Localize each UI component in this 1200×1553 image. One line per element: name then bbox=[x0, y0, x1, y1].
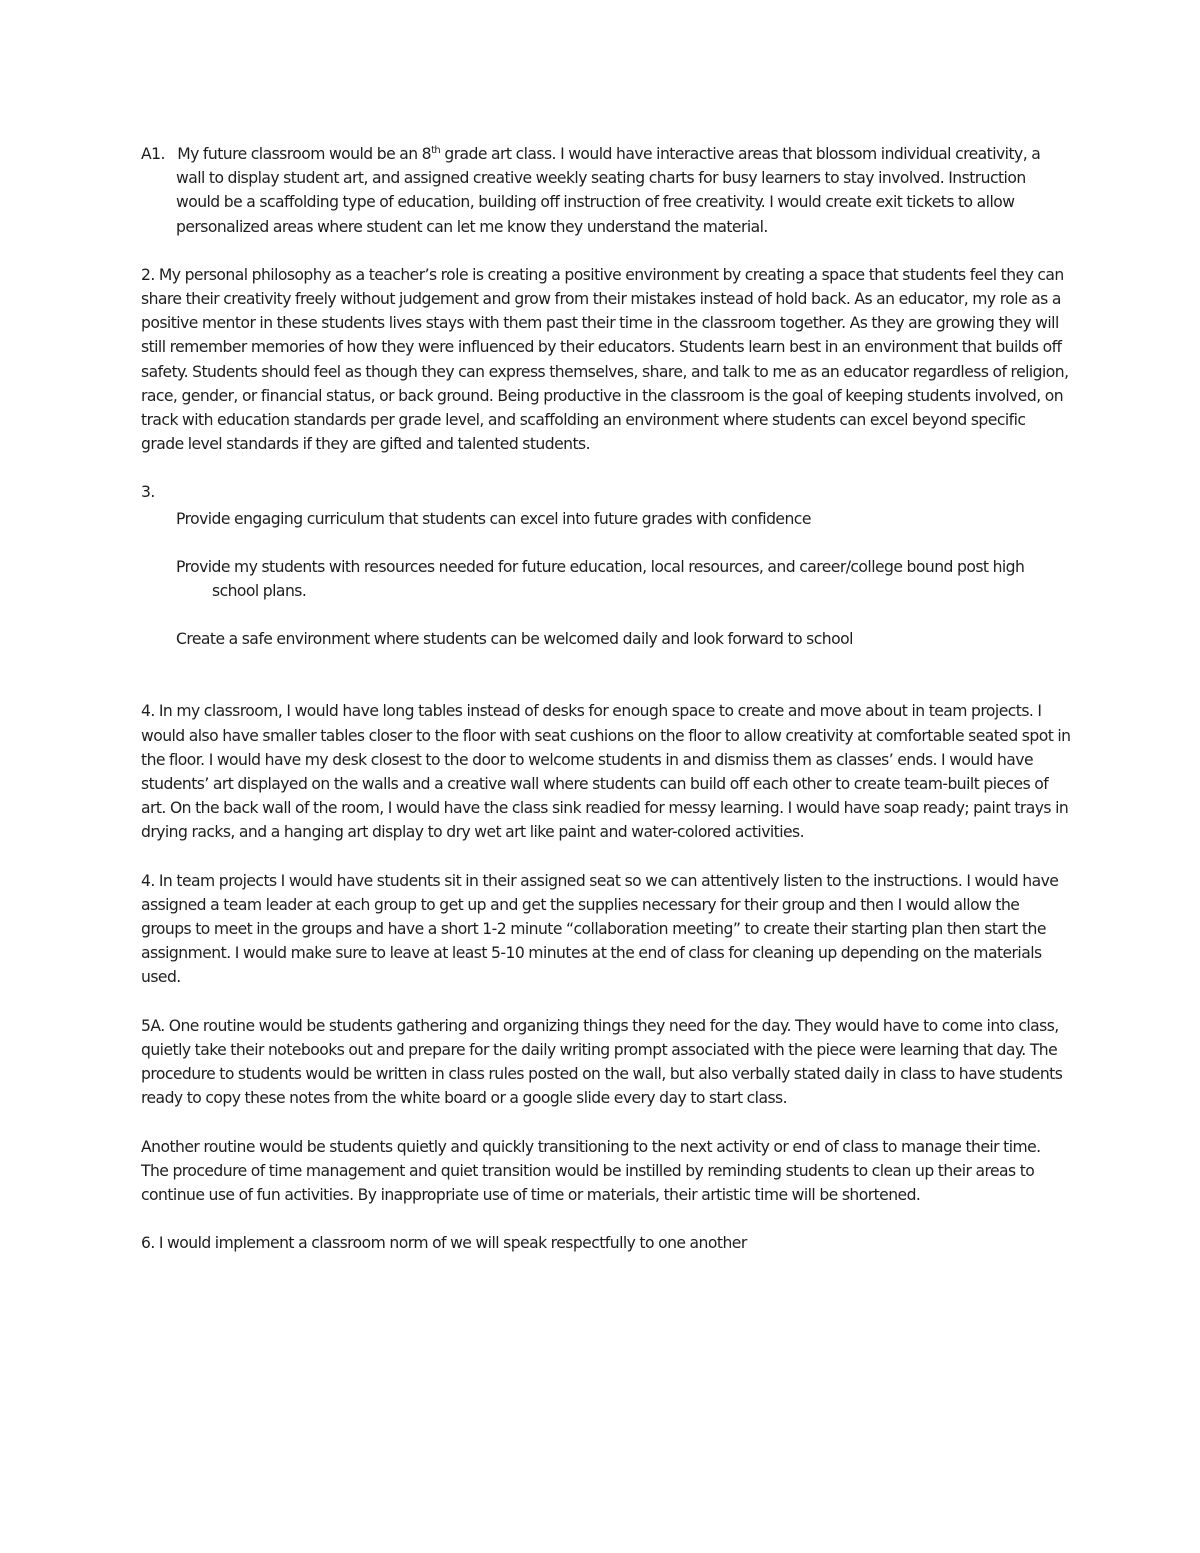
list-item: Create a safe environment where students can be welcomed daily and look forward to school bbox=[176, 630, 853, 649]
paragraph-6: 6. I would implement a classroom norm of we will speak respectfully to one another bbox=[141, 1234, 747, 1253]
superscript-ordinal: th bbox=[431, 144, 441, 156]
paragraph-5b: Another routine would be students quietly and quickly transitioning to the next activity or end of class to manage their time. The procedure of time management and quiet transition would be instilled by reminding students to clean up their areas to continue use of fun activities. By inappropriate use of time or materials, their artistic time will be shortened. bbox=[141, 1137, 1041, 1204]
paragraph-3-label: 3. bbox=[141, 483, 155, 502]
list-item: Provide my students with resources needed for future education, local resources, and career/college bound post high school plans. bbox=[176, 557, 1025, 601]
paragraph-2: 2. My personal philosophy as a teacher’s role is creating a positive environment by creating a space that students feel they can share their creativity freely without judgement and grow from their mistakes instead of hold back. As an educator, my role as a positive mentor in these students lives stays with them past their time in the classroom together. As they are growing they will still remember memories of how they were influenced by their educators. Students learn best in an environment that builds off safety. Students should feel as though they can express themselves, share, and talk to me as an educator regardless of religion, race, gender, or financial status, or back ground. Being productive in the classroom is the goal of keeping students involved, on track with education standards per grade level, and scaffolding an environment where students can excel beyond specific grade level standards if they are gifted and talented students. bbox=[141, 265, 1069, 454]
paragraph-5a: 5A. One routine would be students gathering and organizing things they need for the day. They would have to come into class, quietly take their notebooks out and prepare for the daily writing prompt associated with the piece were learning that day. The procedure to students would be written in class rules posted on the wall, but also verbally stated daily in class to have students ready to copy these notes from the white board or a google slide every day to start class. bbox=[141, 1016, 1063, 1108]
paragraph-a1-text-start: My future classroom would be an 8 bbox=[177, 145, 432, 163]
document-body bbox=[141, 142, 1071, 1255]
paragraph-4-team-projects: 4. In team projects I would have students sit in their assigned seat so we can attentively listen to the instructions. I would have assigned a team leader at each group to get up and get the supplies necessary for their group and then I would allow the groups to meet in the groups and have a short 1-2 minute “collaboration meeting” to create their starting plan then start the assignment. I would make sure to leave at least 5-10 minutes at the end of class for cleaning up depending on the materials used. bbox=[141, 871, 1059, 987]
paragraph-a1-text-end: grade art class. I would have interactive areas that blossom individual creativity, a wall to display student art, and assigned creative weekly seating charts for busy learners to stay involved. Instruction would be a scaffolding type of education, building off instruction of free creativity. I would create exit tickets to allow personalized areas where student can let me know they understand the material. bbox=[176, 145, 1041, 236]
paragraph-a1-label: A1. bbox=[141, 145, 165, 163]
paragraph-a1 bbox=[141, 142, 1071, 239]
paragraph-4-classroom: 4. In my classroom, I would have long tables instead of desks for enough space to create and move about in team projects. I would also have smaller tables closer to the floor with seat cushions on the floor to allow creativity at comfortable seated spot in the floor. I would have my desk closest to the door to welcome students in and dismiss them as classes’ ends. I would have students’ art displayed on the walls and a creative wall where students can build off each other to create team-built pieces of art. On the back wall of the room, I would have the class sink readied for messy learning. I would have soap ready; paint trays in drying racks, and a hanging art display to dry wet art like paint and water-colored activities. bbox=[141, 702, 1071, 842]
list-item: Provide engaging curriculum that students can excel into future grades with confidence bbox=[176, 509, 811, 528]
